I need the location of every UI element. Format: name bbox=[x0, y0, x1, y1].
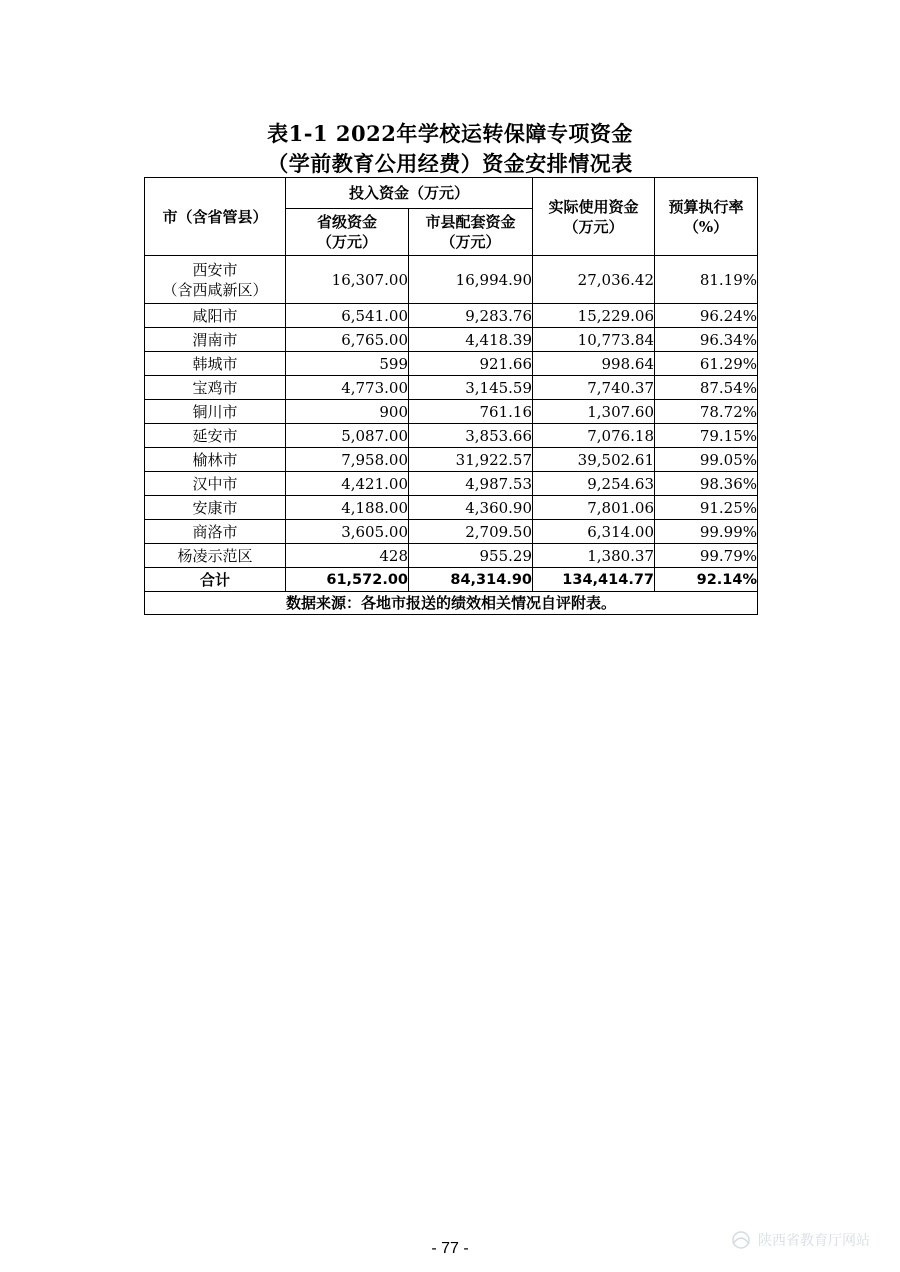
cell-actual: 10,773.84 bbox=[533, 328, 655, 352]
total-row bbox=[145, 568, 758, 592]
header-investment: 投入资金（万元） bbox=[286, 178, 533, 209]
cell-provincial: 16,307.00 bbox=[286, 256, 409, 304]
cell-county: 4,418.39 bbox=[409, 328, 533, 352]
header-rate: 预算执行率 （%） bbox=[655, 178, 758, 256]
cell-actual: 7,740.37 bbox=[533, 376, 655, 400]
cell-rate: 96.34% bbox=[655, 328, 758, 352]
cell-rate: 79.15% bbox=[655, 424, 758, 448]
cell-actual: 9,254.63 bbox=[533, 472, 655, 496]
table-row bbox=[145, 544, 758, 568]
cell-county: 921.66 bbox=[409, 352, 533, 376]
total-county: 84,314.90 bbox=[409, 568, 533, 592]
cell-county: 3,853.66 bbox=[409, 424, 533, 448]
cell-city: 渭南市 bbox=[145, 328, 286, 352]
cell-provincial: 900 bbox=[286, 400, 409, 424]
cell-provincial: 428 bbox=[286, 544, 409, 568]
cell-provincial: 3,605.00 bbox=[286, 520, 409, 544]
table-row bbox=[145, 400, 758, 424]
cell-city: 西安市 （含西咸新区） bbox=[145, 256, 286, 304]
cell-county: 2,709.50 bbox=[409, 520, 533, 544]
funding-table bbox=[144, 177, 758, 615]
cell-actual: 6,314.00 bbox=[533, 520, 655, 544]
cell-provincial: 4,773.00 bbox=[286, 376, 409, 400]
table-row bbox=[145, 424, 758, 448]
cell-actual: 15,229.06 bbox=[533, 304, 655, 328]
table-row bbox=[145, 304, 758, 328]
cell-rate: 91.25% bbox=[655, 496, 758, 520]
cell-city: 延安市 bbox=[145, 424, 286, 448]
cell-rate: 96.24% bbox=[655, 304, 758, 328]
table-row bbox=[145, 328, 758, 352]
cell-city: 安康市 bbox=[145, 496, 286, 520]
cell-provincial: 4,421.00 bbox=[286, 472, 409, 496]
cell-county: 9,283.76 bbox=[409, 304, 533, 328]
cell-rate: 61.29% bbox=[655, 352, 758, 376]
cell-city: 汉中市 bbox=[145, 472, 286, 496]
watermark bbox=[728, 1228, 893, 1252]
table-title-line2: （学前教育公用经费）资金安排情况表 bbox=[267, 151, 633, 176]
cell-rate: 99.79% bbox=[655, 544, 758, 568]
cell-city: 榆林市 bbox=[145, 448, 286, 472]
cell-city: 咸阳市 bbox=[145, 304, 286, 328]
table-row bbox=[145, 376, 758, 400]
watermark-text: 陕西省教育厅网站 bbox=[758, 1233, 870, 1249]
cell-actual: 998.64 bbox=[533, 352, 655, 376]
cell-provincial: 7,958.00 bbox=[286, 448, 409, 472]
total-actual: 134,414.77 bbox=[533, 568, 655, 592]
cell-actual: 27,036.42 bbox=[533, 256, 655, 304]
table-row bbox=[145, 472, 758, 496]
cell-rate: 98.36% bbox=[655, 472, 758, 496]
cell-actual: 1,380.37 bbox=[533, 544, 655, 568]
cell-county: 16,994.90 bbox=[409, 256, 533, 304]
cell-county: 955.29 bbox=[409, 544, 533, 568]
cell-actual: 39,502.61 bbox=[533, 448, 655, 472]
cell-actual: 7,801.06 bbox=[533, 496, 655, 520]
cell-city: 宝鸡市 bbox=[145, 376, 286, 400]
cell-rate: 99.05% bbox=[655, 448, 758, 472]
watermark-logo-icon bbox=[728, 1230, 754, 1250]
header-county: 市县配套资金 （万元） bbox=[409, 209, 533, 256]
cell-rate: 87.54% bbox=[655, 376, 758, 400]
cell-provincial: 6,765.00 bbox=[286, 328, 409, 352]
total-label: 合计 bbox=[145, 568, 286, 592]
table-title-line1: 表1-1 2022年学校运转保障专项资金 bbox=[267, 121, 633, 146]
table-row bbox=[145, 256, 758, 304]
data-source-note: 数据来源：各地市报送的绩效相关情况自评附表。 bbox=[145, 592, 758, 615]
cell-provincial: 4,188.00 bbox=[286, 496, 409, 520]
cell-rate: 99.99% bbox=[655, 520, 758, 544]
table-row bbox=[145, 448, 758, 472]
table-row bbox=[145, 352, 758, 376]
cell-provincial: 599 bbox=[286, 352, 409, 376]
total-rate: 92.14% bbox=[655, 568, 758, 592]
cell-county: 4,987.53 bbox=[409, 472, 533, 496]
cell-city: 商洛市 bbox=[145, 520, 286, 544]
cell-county: 761.16 bbox=[409, 400, 533, 424]
cell-actual: 1,307.60 bbox=[533, 400, 655, 424]
cell-provincial: 5,087.00 bbox=[286, 424, 409, 448]
page-number: - 77 - bbox=[431, 1240, 469, 1257]
total-provincial: 61,572.00 bbox=[286, 568, 409, 592]
cell-city: 杨凌示范区 bbox=[145, 544, 286, 568]
cell-rate: 81.19% bbox=[655, 256, 758, 304]
cell-county: 3,145.59 bbox=[409, 376, 533, 400]
header-city: 市（含省管县） bbox=[145, 178, 286, 256]
cell-rate: 78.72% bbox=[655, 400, 758, 424]
header-actual: 实际使用资金 （万元） bbox=[533, 178, 655, 256]
cell-actual: 7,076.18 bbox=[533, 424, 655, 448]
table-row bbox=[145, 496, 758, 520]
cell-city: 铜川市 bbox=[145, 400, 286, 424]
cell-provincial: 6,541.00 bbox=[286, 304, 409, 328]
cell-city: 韩城市 bbox=[145, 352, 286, 376]
table-row bbox=[145, 520, 758, 544]
cell-county: 4,360.90 bbox=[409, 496, 533, 520]
header-provincial: 省级资金 （万元） bbox=[286, 209, 409, 256]
cell-county: 31,922.57 bbox=[409, 448, 533, 472]
